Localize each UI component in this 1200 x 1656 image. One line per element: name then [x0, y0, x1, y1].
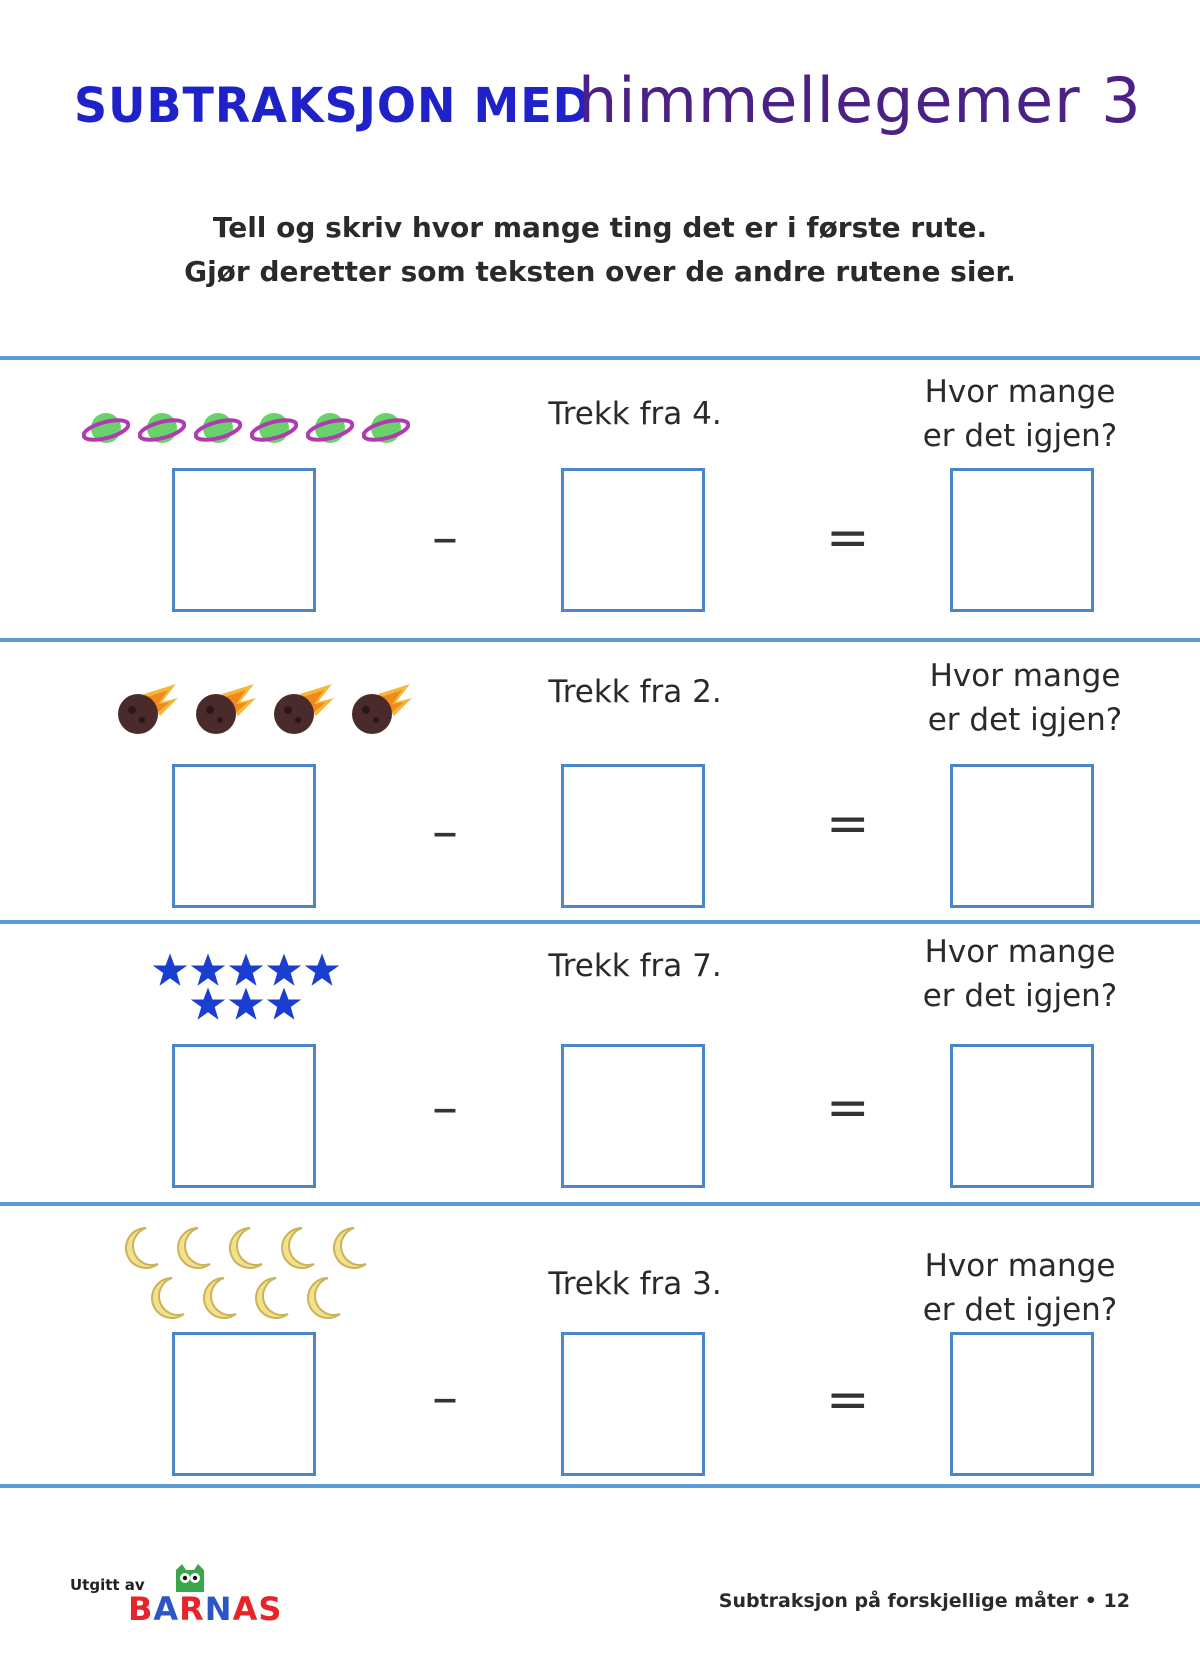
meteor-icon — [348, 684, 412, 738]
objects-group-2 — [114, 684, 412, 738]
moon-icon — [302, 1276, 342, 1320]
subtrahend-answer-box[interactable] — [561, 468, 705, 612]
logo-letter: A — [153, 1590, 180, 1628]
exercise-row-2 — [0, 638, 1200, 920]
question-line-2: er det igjen? — [922, 1292, 1118, 1328]
page-footer-label: Subtraksjon på forskjellige måter • 12 — [718, 1590, 1130, 1612]
subtrahend-answer-box[interactable] — [561, 764, 705, 908]
planet-icon — [82, 408, 130, 448]
minus-sign: – — [432, 1368, 458, 1428]
equals-sign: = — [826, 794, 870, 854]
publisher-prefix: Utgitt av — [70, 1576, 145, 1594]
star-icon — [228, 986, 264, 1022]
title-part-2: himmellegemer 3 — [578, 64, 1142, 137]
minus-sign: – — [432, 1078, 458, 1138]
objects-group-4 — [120, 1226, 368, 1320]
subtract-label: Trekk fra 7. — [548, 948, 722, 984]
moon-icon — [146, 1276, 186, 1320]
question-line-1: Hvor mange — [929, 658, 1121, 694]
question-line-2: er det igjen? — [922, 978, 1118, 1014]
exercise-row-4 — [0, 1202, 1200, 1488]
question-line-1: Hvor mange — [924, 374, 1116, 410]
title-part-1: SUBTRAKSJON MED — [74, 76, 592, 134]
moon-icon — [250, 1276, 290, 1320]
star-icon — [266, 952, 302, 988]
objects-group-3 — [152, 952, 340, 1022]
result-answer-box[interactable] — [950, 1044, 1094, 1188]
minus-sign: – — [432, 508, 458, 568]
instructions — [0, 206, 1200, 294]
subtract-label: Trekk fra 4. — [548, 396, 722, 432]
subtrahend-answer-box[interactable] — [561, 1332, 705, 1476]
logo-letter: N — [204, 1590, 233, 1628]
subtract-label: Trekk fra 2. — [548, 674, 722, 710]
minus-sign: – — [432, 802, 458, 862]
result-answer-box[interactable] — [950, 764, 1094, 908]
moon-icon — [172, 1226, 212, 1270]
planet-icon — [138, 408, 186, 448]
publisher-name — [128, 1590, 282, 1628]
result-answer-box[interactable] — [950, 1332, 1094, 1476]
moon-icon — [198, 1276, 238, 1320]
logo-letter: B — [128, 1590, 154, 1628]
moon-icon — [120, 1226, 160, 1270]
count-answer-box[interactable] — [172, 1044, 316, 1188]
subtract-label: Trekk fra 3. — [548, 1266, 722, 1302]
star-icon — [190, 986, 226, 1022]
planet-icon — [250, 408, 298, 448]
moon-icon — [276, 1226, 316, 1270]
star-icon — [190, 952, 226, 988]
question-label — [905, 1244, 1135, 1332]
count-answer-box[interactable] — [172, 468, 316, 612]
question-line-2: er det igjen? — [927, 702, 1123, 738]
star-icon — [304, 952, 340, 988]
planet-icon — [362, 408, 410, 448]
instruction-line-2: Gjør deretter som teksten over de andre rutene sier. — [184, 255, 1016, 288]
meteor-icon — [270, 684, 334, 738]
equals-sign: = — [826, 508, 870, 568]
page-title — [0, 58, 1200, 168]
meteor-icon — [114, 684, 178, 738]
logo-letter: A — [232, 1590, 259, 1628]
equals-sign: = — [826, 1078, 870, 1138]
question-line-1: Hvor mange — [924, 934, 1116, 970]
count-answer-box[interactable] — [172, 764, 316, 908]
logo-letter: R — [179, 1590, 205, 1628]
star-icon — [266, 986, 302, 1022]
publisher-logo — [70, 1562, 290, 1632]
exercise-row-3 — [0, 920, 1200, 1202]
exercise-row-1 — [0, 356, 1200, 638]
question-label — [905, 930, 1135, 1018]
planet-icon — [194, 408, 242, 448]
instruction-line-1: Tell og skriv hvor mange ting det er i første rute. — [212, 211, 988, 244]
star-icon — [152, 952, 188, 988]
count-answer-box[interactable] — [172, 1332, 316, 1476]
logo-letter: S — [258, 1590, 283, 1628]
meteor-icon — [192, 684, 256, 738]
moon-icon — [328, 1226, 368, 1270]
question-line-1: Hvor mange — [924, 1248, 1116, 1284]
star-icon — [228, 952, 264, 988]
objects-group-1 — [82, 408, 410, 448]
planet-icon — [306, 408, 354, 448]
equals-sign: = — [826, 1370, 870, 1430]
question-label — [910, 654, 1140, 742]
result-answer-box[interactable] — [950, 468, 1094, 612]
subtrahend-answer-box[interactable] — [561, 1044, 705, 1188]
question-label — [905, 370, 1135, 458]
question-line-2: er det igjen? — [922, 418, 1118, 454]
moon-icon — [224, 1226, 264, 1270]
